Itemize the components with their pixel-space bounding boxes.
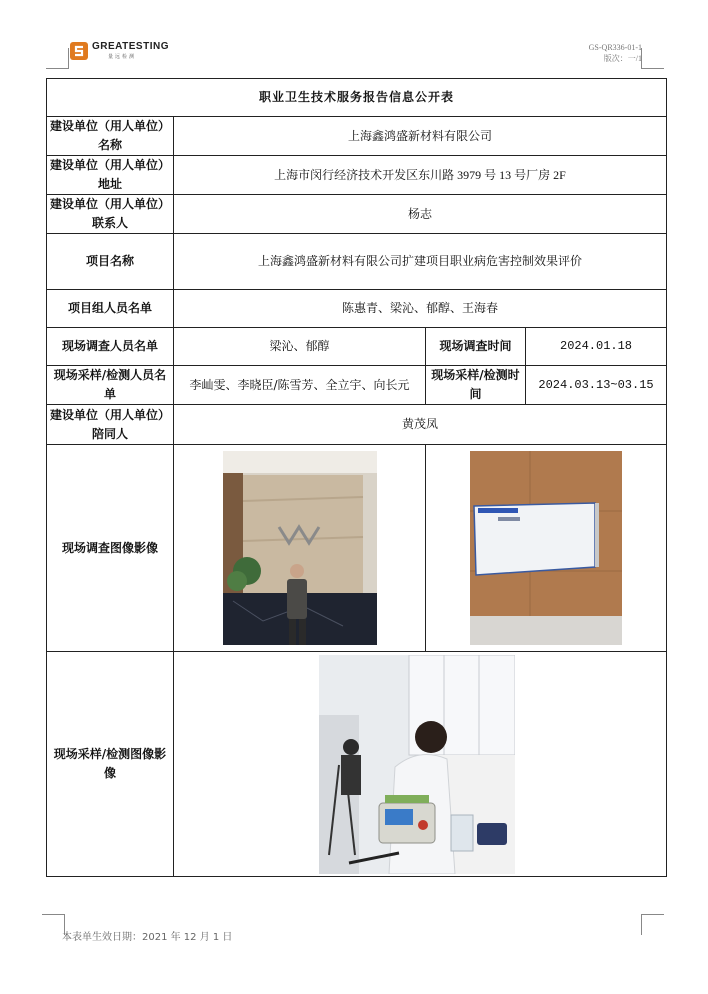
- unit-contact-value: 杨志: [174, 195, 667, 234]
- sampling-time-value: 2024.03.13~03.15: [526, 366, 667, 405]
- project-name-label: 项目名称: [47, 234, 174, 290]
- unit-address-value: 上海市闵行经济技术开发区东川路 3979 号 13 号厂房 2F: [174, 156, 667, 195]
- row-escort: [47, 405, 667, 445]
- corner-mark-top-left: [46, 48, 69, 69]
- unit-name-value: 上海鑫鸿盛新材料有限公司: [174, 117, 667, 156]
- survey-images-label: 现场调查图像影像: [47, 445, 174, 652]
- survey-photo-reception: [223, 451, 377, 645]
- unit-contact-label: 建设单位（用人单位）联系人: [47, 195, 174, 234]
- row-unit-contact: [47, 195, 667, 234]
- board-photo-image: [470, 451, 622, 645]
- survey-photo-board: [470, 451, 622, 645]
- unit-name-label: 建设单位（用人单位）名称: [47, 117, 174, 156]
- row-survey-images: [47, 445, 667, 652]
- corner-mark-top-right: [641, 48, 664, 69]
- doc-code: GS-QR336-01-1: [588, 43, 642, 52]
- team-value: 陈惠青、梁沁、郁醇、王海春: [174, 290, 667, 328]
- row-sampling-images: [47, 652, 667, 877]
- lab-photo-image: [319, 655, 515, 874]
- doc-version: 版次：一/1: [603, 54, 642, 63]
- document-number: [589, 42, 642, 64]
- info-table: [46, 78, 667, 877]
- sampling-photo-cell: [174, 652, 667, 877]
- sampling-label: 现场采样/检测人员名单: [47, 366, 174, 405]
- company-logo: [70, 40, 180, 62]
- page-title: 职业卫生技术服务报告信息公开表: [47, 79, 667, 117]
- sampling-photo-lab: [319, 655, 515, 874]
- survey-label: 现场调查人员名单: [47, 328, 174, 366]
- sampling-images-label: 现场采样/检测图像影像: [47, 652, 174, 877]
- row-unit-name: [47, 117, 667, 156]
- survey-photo-cell-2: [426, 445, 667, 652]
- project-name-value: 上海鑫鸿盛新材料有限公司扩建项目职业病危害控制效果评价: [174, 234, 667, 290]
- reception-photo-image: [223, 451, 377, 645]
- logo-text: GREATESTING: [92, 41, 169, 52]
- row-survey: [47, 328, 667, 366]
- survey-time-value: 2024.01.18: [526, 328, 667, 366]
- row-unit-address: [47, 156, 667, 195]
- row-team: [47, 290, 667, 328]
- survey-photo-cell-1: [174, 445, 426, 652]
- team-label: 项目组人员名单: [47, 290, 174, 328]
- sampling-value: 李屾雯、李晓臣/陈雪芳、全立宇、向长元: [174, 366, 426, 405]
- logo-mark-icon: [70, 42, 88, 60]
- survey-value: 梁沁、郁醇: [174, 328, 426, 366]
- escort-value: 黄茂凤: [174, 405, 667, 445]
- survey-time-label: 现场调查时间: [426, 328, 526, 366]
- sampling-time-label: 现场采样/检测时间: [426, 366, 526, 405]
- effective-date-note: 本表单生效日期：2021 年 12 月 1 日: [62, 932, 233, 943]
- corner-mark-bottom-right: [641, 914, 664, 935]
- escort-label: 建设单位（用人单位）陪同人: [47, 405, 174, 445]
- row-sampling: [47, 366, 667, 405]
- row-project-name: [47, 234, 667, 290]
- logo-subtext: 量远检测: [108, 54, 137, 60]
- unit-address-label: 建设单位（用人单位）地址: [47, 156, 174, 195]
